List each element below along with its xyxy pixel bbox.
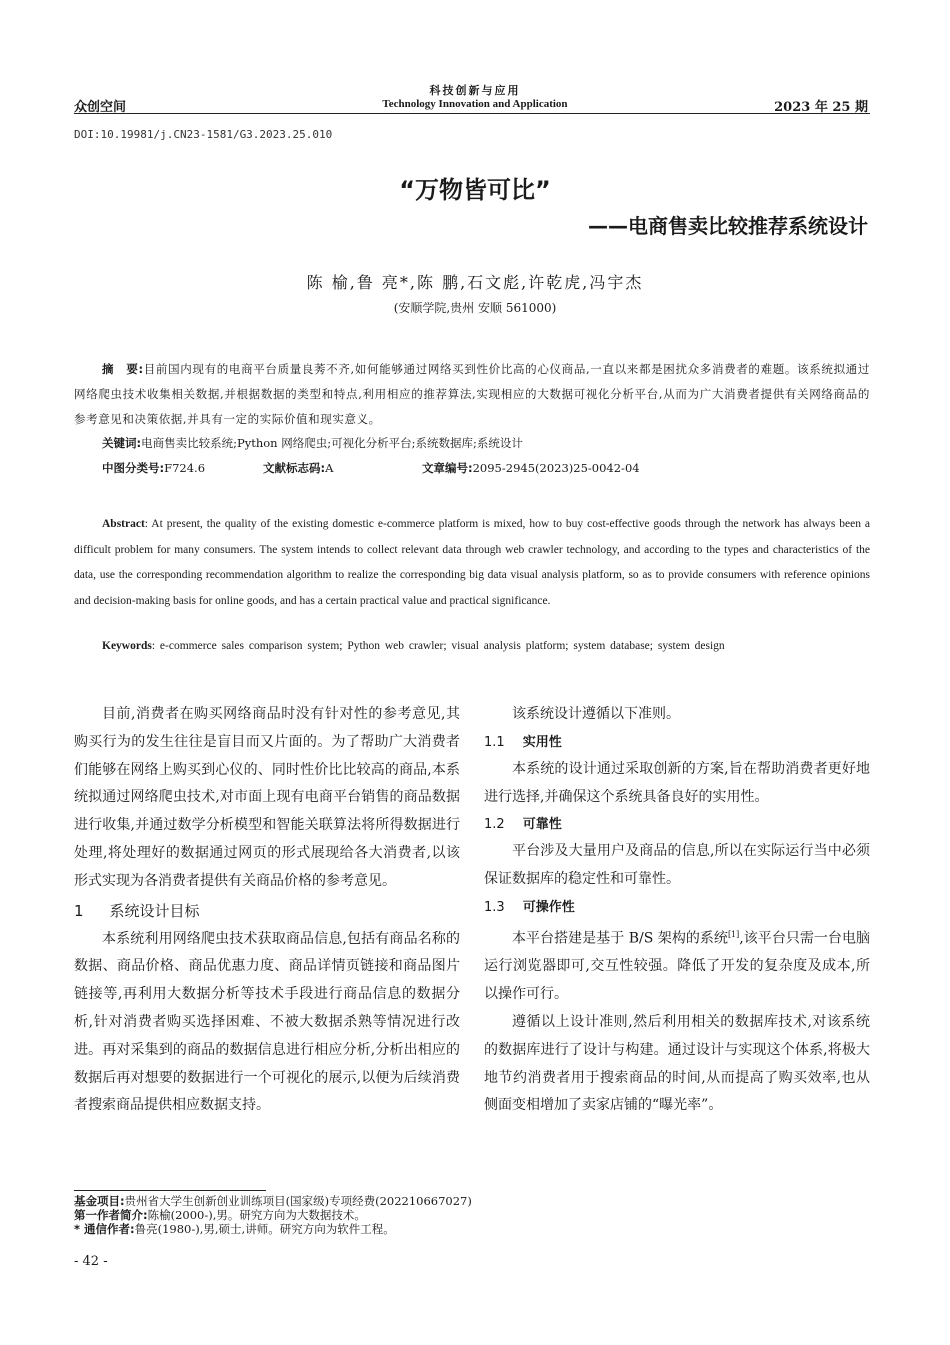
paper-title: “万物皆可比” bbox=[399, 176, 551, 204]
section-1-3-text-a: 本平台搭建是基于 B/S 架构的系统 bbox=[512, 930, 728, 947]
fund-label: 基金项目: bbox=[74, 1194, 125, 1208]
footnote-first-author bbox=[74, 1209, 366, 1222]
journal-name-cn: 科技创新与应用 bbox=[429, 84, 521, 97]
journal-name-en: Technology Innovation and Application bbox=[382, 98, 568, 110]
rule-intro-paragraph: 该系统设计遵循以下准则。 bbox=[512, 706, 680, 722]
citation-ref-1[interactable]: [1] bbox=[727, 929, 740, 939]
section-1-heading bbox=[74, 896, 460, 926]
keywords-en-label: Keywords bbox=[102, 640, 152, 652]
page-number: - 42 - bbox=[74, 1254, 108, 1269]
keywords-cn-text: 电商售卖比较系统;Python 网络爬虫;可视化分析平台;系统数据库;系统设计 bbox=[141, 436, 523, 450]
abstract-cn-text: 目前国内现有的电商平台质量良莠不齐,如何能够通过网络买到性价比高的心仪商品,一直以来都是困扰众多消费者的难题。该系统拟通过网络爬虫技术收集相关数据,并根据数据的类型和特点,利用相应的推荐算法,实现相应的大数据可视化分析平台,从而为广大消费者提供有关网络商品的参考意见和决策依据,并具有一定的实际价值和现实意义。 bbox=[74, 362, 871, 426]
header-rule bbox=[74, 113, 870, 114]
document-code bbox=[263, 460, 333, 476]
clc-number bbox=[102, 460, 205, 476]
body-left-column bbox=[74, 701, 460, 1120]
abstract-en bbox=[74, 512, 870, 614]
corresponding-text: 鲁亮(1980-),男,硕士,讲师。研究方向为软件工程。 bbox=[134, 1222, 395, 1236]
first-author-text: 陈榆(2000-),男。研究方向为大数据技术。 bbox=[147, 1208, 366, 1222]
keywords-en-text: : e-commerce sales comparison system; Python web crawler; visual analysis platform; system database; system design bbox=[151, 640, 725, 652]
section-1-1-title: 实用性 bbox=[522, 734, 562, 750]
author-list: 陈 榆,鲁 亮*,陈 鹏,石文彪,许乾虎,冯宇杰 bbox=[306, 273, 644, 292]
first-author-label: 第一作者简介: bbox=[74, 1208, 148, 1222]
clc-value: F724.6 bbox=[164, 461, 206, 475]
article-value: 2095-2945(2023)25-0042-04 bbox=[472, 461, 640, 475]
intro-paragraph: 目前,消费者在购买网络商品时没有针对性的参考意见,其购买行为的发生往往是盲目而又片面的。为了帮助广大消费者们能够在网络上购买到心仪的、同时性价比比较高的商品,本系统拟通过网络爬虫技术,对市面上现有电商平台销售的商品数据进行收集,并通过数学分析模型和智能关联算法将所得数据进行处理,将处理好的数据通过网页的形式展现给各大消费者,以该形式实现为各消费者提供有关商品价格的参考意见。 bbox=[74, 706, 460, 889]
keywords-en bbox=[102, 640, 725, 652]
abstract-cn bbox=[74, 357, 870, 432]
section-1-3-text-b: ,该平台只需一台电脑运行浏览器即可,交互性较强。降低了开发的复杂度及成本,所以操作可行。 bbox=[484, 930, 870, 1003]
section-1-title: 系统设计目标 bbox=[109, 901, 200, 920]
issue-label: 2023 年 25 期 bbox=[774, 100, 868, 115]
clc-label: 中图分类号: bbox=[102, 461, 165, 475]
doc-value: A bbox=[325, 461, 334, 475]
abstract-en-label: Abstract bbox=[102, 518, 145, 530]
section-1-3-title: 可操作性 bbox=[522, 899, 575, 915]
doi: DOI:10.19981/j.CN23-1581/G3.2023.25.010 bbox=[74, 128, 333, 141]
abstract-en-text: : At present, the quality of the existing domestic e-commerce platform is mixed, how to buy cost-effective goods through the network has always been a difficult problem for many consumers. The system intends to collect relevant data through web crawler technology, and according to the types and characteristics of the data, use the corresponding recommendation algorithm to realize the corresponding big data visual analysis platform, so as to provide consumers with reference opinions and decision-making basis for online goods, and has a certain practical value and practical significance. bbox=[74, 518, 870, 607]
section-1-2-title: 可靠性 bbox=[522, 817, 562, 833]
section-1-2-paragraph: 平台涉及大量用户及商品的信息,所以在实际运行当中必须保证数据库的稳定性和可靠性。 bbox=[484, 843, 870, 888]
keywords-cn-label: 关键词: bbox=[102, 436, 142, 450]
section-1-2-number: 1.2 bbox=[484, 817, 505, 833]
column-name: 众创空间 bbox=[74, 100, 127, 115]
section-1-3-heading bbox=[484, 894, 870, 921]
section-1-1-number: 1.1 bbox=[484, 734, 505, 750]
article-number bbox=[422, 460, 640, 476]
closing-paragraph: 遵循以上设计准则,然后利用相关的数据库技术,对该系统的数据库进行了设计与构建。通过设计与实现这个体系,将极大地节约消费者用于搜索商品的时间,从而提高了购买效率,也从侧面变相增加了卖家店铺的“曝光率”。 bbox=[484, 1014, 870, 1114]
section-1-1-heading bbox=[484, 729, 870, 756]
keywords-cn bbox=[102, 435, 523, 451]
section-1-3-paragraph bbox=[484, 921, 870, 1009]
paper-subtitle: ——电商售卖比较推荐系统设计 bbox=[588, 214, 868, 238]
section-1-1-paragraph: 本系统的设计通过采取创新的方案,旨在帮助消费者更好地进行选择,并确保这个系统具备良好的实用性。 bbox=[484, 760, 870, 805]
section-1-2-heading bbox=[484, 811, 870, 838]
footnote-corresponding bbox=[74, 1223, 395, 1236]
abstract-cn-label: 摘 要: bbox=[102, 362, 144, 376]
corresponding-label: * 通信作者: bbox=[74, 1222, 135, 1236]
article-label: 文章编号: bbox=[422, 461, 473, 475]
affiliation: (安顺学院,贵州 安顺 561000) bbox=[393, 301, 557, 315]
body-right-column bbox=[484, 701, 870, 1120]
doc-label: 文献标志码: bbox=[263, 461, 326, 475]
section-1-paragraph: 本系统利用网络爬虫技术获取商品信息,包括有商品名称的数据、商品价格、商品优惠力度、商品详情页链接和商品图片链接等,再利用大数据分析等技术手段进行商品信息的数据分析,针对消费者购买选择困难、不被大数据杀熟等情况进行改进。再对采集到的商品的数据信息进行相应分析,分析出相应的数据后再对想要的数据进行一个可视化的展示,以便为后续消费者搜索商品提供相应数据支持。 bbox=[74, 930, 460, 1114]
fund-text: 贵州省大学生创新创业训练项目(国家级)专项经费(202210667027) bbox=[124, 1194, 472, 1208]
footnote-rule bbox=[74, 1190, 266, 1191]
section-1-3-number: 1.3 bbox=[484, 899, 505, 915]
footnote-fund bbox=[74, 1195, 472, 1208]
section-1-number: 1 bbox=[74, 901, 84, 920]
